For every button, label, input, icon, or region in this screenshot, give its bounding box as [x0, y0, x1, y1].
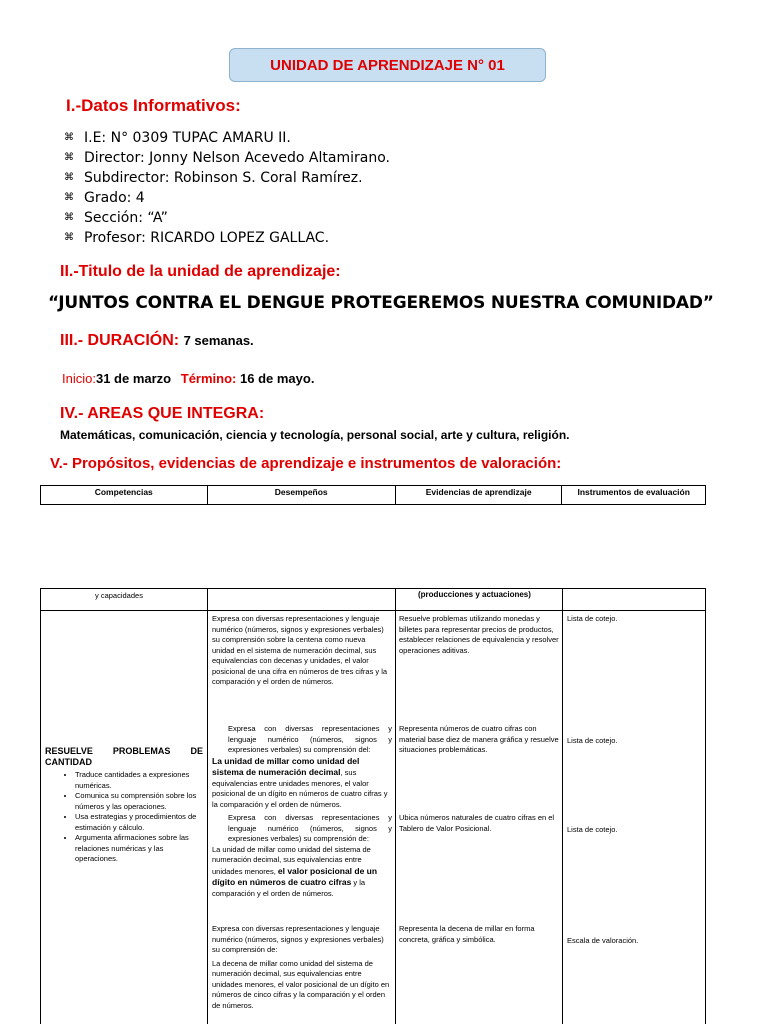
header-producciones: (producciones y actuaciones) [418, 590, 531, 599]
start-label: Inicio: [62, 371, 96, 386]
evidencia-4: Representa la decena de millar en forma concreta, gráfica y simbólica. [399, 924, 535, 944]
desempeno-2: Expresa con diversas representaciones y lenguaje numérico (números, signos y expresiones verbales) su comprensión del: La unidad de millar como unidad del sistema de numeración decimal, sus equivalencias entre unidades menores, el valor posicional de un dígito en números de cuatro cifras y la comparación y el orden de números. [212, 724, 392, 809]
duration-line [60, 332, 254, 350]
instrumento-1: Lista de cotejo. [567, 614, 618, 623]
section-2-heading: II.-Titulo de la unidad de aprendizaje: [60, 263, 341, 280]
section-3-heading: III.- DURACIÓN: [60, 332, 180, 349]
header-capacidades: y capacidades [95, 591, 143, 600]
header-desempenos: Desempeños [208, 486, 396, 504]
competencia-title: RESUELVE PROBLEMAS DE CANTIDAD [45, 746, 203, 767]
bullet-icon: ⌘ [64, 232, 74, 243]
competencia-cell [45, 746, 203, 865]
list-item: • Argumenta afirmaciones sobre las relaciones numéricas y las operaciones. [75, 833, 203, 865]
evidencia-1: Resuelve problemas utilizando monedas y billetes para representar precios de productos, establecer relaciones de equivalencia y resolver operaciones aditivas. [399, 614, 559, 655]
instrumento-2: Lista de cotejo. [567, 736, 618, 745]
areas-text: Matemáticas, comunicación, ciencia y tecnología, personal social, arte y cultura, religión. [60, 428, 570, 442]
list-item: ⌘ Sección: “A” [64, 210, 168, 226]
instrumento-4: Escala de valoración. [567, 936, 639, 945]
list-item: • Traduce cantidades a expresiones numéricas. [75, 770, 203, 791]
evidencia-3: Ubica números naturales de cuatro cifras en el Tablero de Valor Posicional. [399, 813, 555, 833]
end-label: Término: [180, 371, 237, 386]
list-item: • Comunica su comprensión sobre los números y las operaciones. [75, 791, 203, 812]
list-item: ⌘ Profesor: RICARDO LOPEZ GALLAC. [64, 230, 330, 246]
section-4-heading: IV.- AREAS QUE INTEGRA: [60, 405, 265, 422]
start-value: 31 de marzo [95, 371, 172, 386]
list-item: ⌘ Subdirector: Robinson S. Coral Ramírez. [64, 170, 363, 186]
header-competencias: Competencias [41, 486, 208, 504]
header-instrumentos: Instrumentos de evaluación [577, 487, 690, 497]
evidencia-2: Representa números de cuatro cifras con material base diez de manera gráfica y resuelve situaciones problemáticas. [399, 724, 559, 754]
bullet-icon: ⌘ [64, 172, 74, 183]
list-item: ⌘ Director: Jonny Nelson Acevedo Altamirano. [64, 150, 390, 166]
section-1-heading: I.-Datos Informativos: [66, 96, 241, 115]
capacidades-list [45, 770, 203, 865]
section-5-heading: V.- Propósitos, evidencias de aprendizaje e instrumentos de valoración: [50, 455, 562, 472]
list-item: ⌘ I.E: N° 0309 TUPAC AMARU II. [64, 130, 291, 146]
desempeno-3: Expresa con diversas representaciones y lenguaje numérico (números, signos y expresiones verbales) su comprensión de: La unidad de millar como unidad del sistema de numeración decimal, sus equivalencias entre unidades menores, el valor posicional de un dígito en números de cuatro cifras y la comparación y el orden de números. [212, 813, 392, 898]
end-value: 16 de mayo. [240, 371, 315, 386]
dates-line [62, 371, 314, 386]
unit-title-box [229, 48, 546, 82]
table-header [40, 485, 706, 505]
header-evidencias: Evidencias de aprendizaje [396, 486, 563, 504]
desempeno-4: Expresa con diversas representaciones y lenguaje numérico (números, signos y expresiones verbales) su comprensión de: La decena de millar como unidad del sistema de numeración decimal, sus equivalencias entre unidades menores, el valor posicional de un dígito en números de cinco cifras y la comparación y el orden de números. [212, 924, 390, 1010]
unit-title: UNIDAD DE APRENDIZAJE N° 01 [270, 56, 505, 74]
bullet-icon: ⌘ [64, 212, 74, 223]
bullet-icon: ⌘ [64, 132, 74, 143]
bullet-icon: ⌘ [64, 192, 74, 203]
instrumento-3: Lista de cotejo. [567, 825, 618, 834]
list-item: ⌘ Grado: 4 [64, 190, 145, 206]
desempeno-1: Expresa con diversas representaciones y lenguaje numérico (números, signos y expresiones verbales) su comprensión sobre la centena como nueva unidad en el sistema de numeración decimal, sus equivalencias con decenas y unidades, el valor posicional de una cifra en números de tres cifras y la comparación y el orden de números. [212, 614, 388, 686]
unit-name: “JUNTOS CONTRA EL DENGUE PROTEGEREMOS NUESTRA COMUNIDAD” [48, 293, 714, 313]
info-list [64, 128, 390, 248]
duration-value: 7 semanas. [183, 333, 254, 348]
competencies-table [40, 588, 706, 1024]
list-item: • Usa estrategias y procedimientos de estimación y cálculo. [75, 812, 203, 833]
bullet-icon: ⌘ [64, 152, 74, 163]
